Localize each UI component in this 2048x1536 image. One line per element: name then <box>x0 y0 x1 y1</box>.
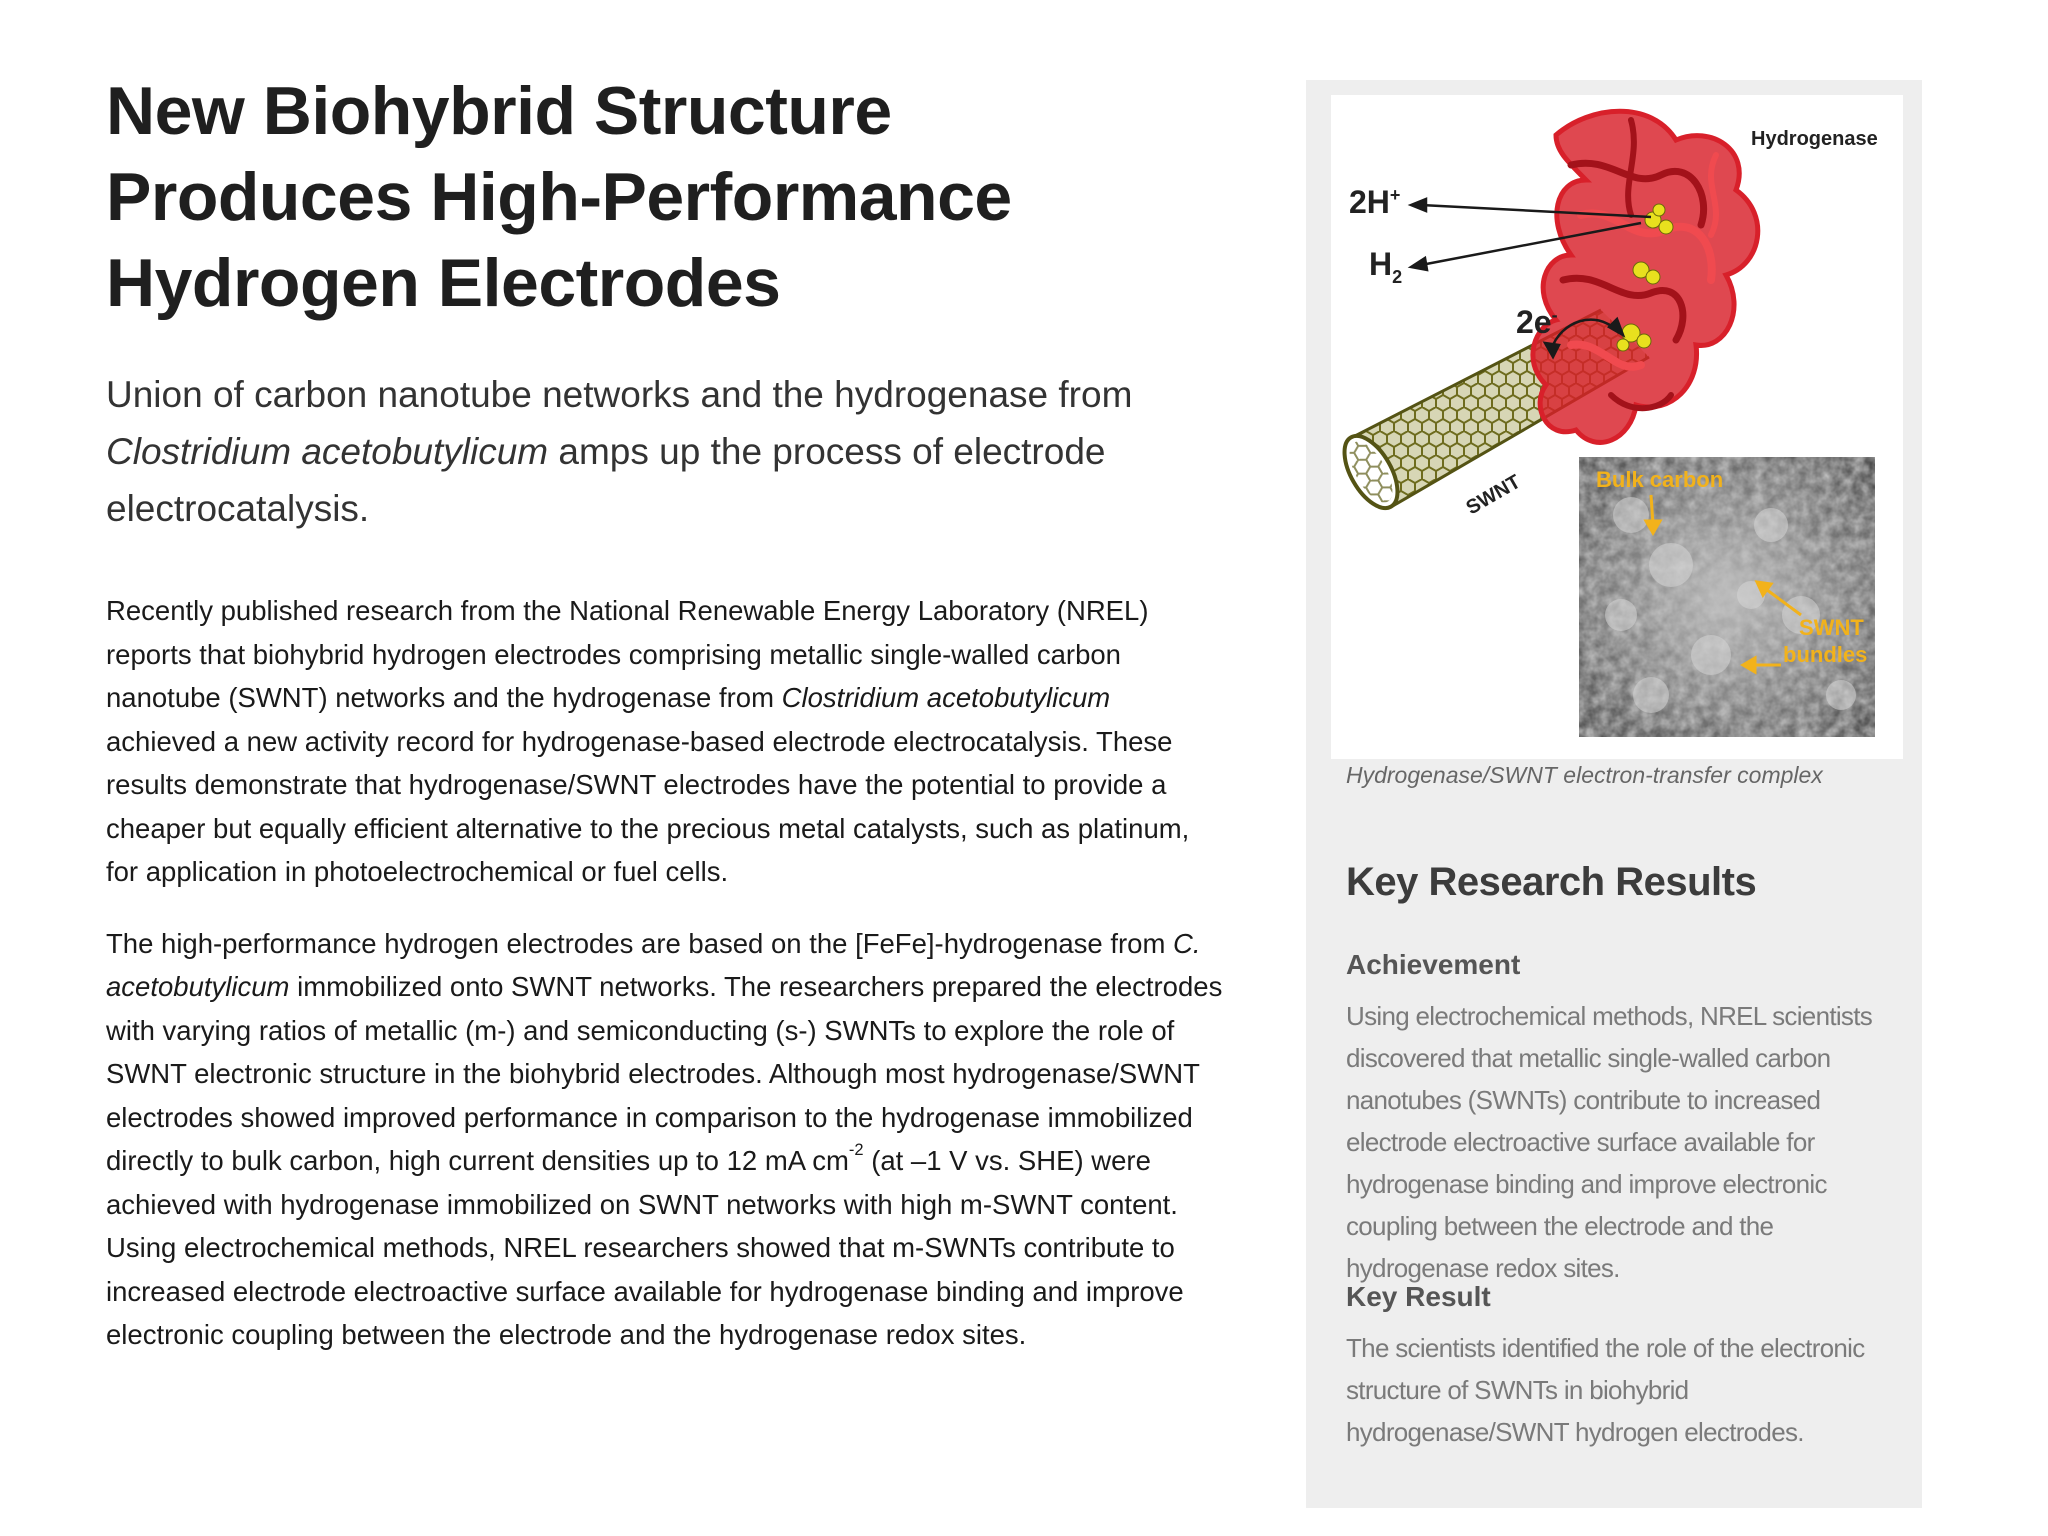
title-line-1: New Biohybrid Structure <box>106 73 892 149</box>
current-density-exponent: -2 <box>848 1141 864 1160</box>
achievement-heading: Achievement <box>1346 949 1521 980</box>
key-result-text: The scientists identified the role of the electronic structure of SWNTs in biohybrid hydrogenase/SWNT hydrogen electrodes. <box>1346 1333 1865 1447</box>
achievement-text: Using electrochemical methods, NREL scientists discovered that metallic single-walled carbon nanotubes (SWNTs) contribute to increased electrode electroactive surface available for hydrogenase binding and improve electronic coupling between the electrode and the hydrogenase redox sites. <box>1346 1001 1873 1283</box>
sidebar-title: Key Research Results <box>1346 860 1757 904</box>
article-title <box>106 68 1226 326</box>
key-result-heading: Key Result <box>1346 1281 1491 1312</box>
paragraph-2-organism: C. acetobutylicum <box>106 927 1201 1002</box>
article-subtitle <box>106 366 1226 537</box>
body-paragraph-1 <box>106 589 1226 894</box>
electron-label: 2e- <box>1516 304 1558 340</box>
proton-label: 2H+ <box>1349 184 1401 220</box>
subtitle-part-2: amps up the process of electrode electrocatalysis. <box>106 431 1106 529</box>
sem-micrograph-inset <box>1579 457 1875 737</box>
body-paragraph-2 <box>106 922 1226 1357</box>
paragraph-1-part-2: achieved a new activity record for hydrogenase-based electrode electrocatalysis. These results demonstrate that hydrogenase/SWNT electrodes have the potential to provide a cheaper but equally efficient alternative to the precious metal catalysts, such as platinum, for application in photoelectrochemical or fuel cells. <box>106 725 1190 887</box>
title-line-3: Hydrogen Electrodes <box>106 245 781 321</box>
swnt-label: SWNT <box>1462 470 1525 520</box>
paragraph-2-part-1: The high-performance hydrogen electrodes are based on the [FeFe]-hydrogenase from <box>106 927 1173 959</box>
subtitle-organism: Clostridium acetobutylicum <box>106 431 549 472</box>
figure-caption: Hydrogenase/SWNT electron-transfer complex <box>1346 762 1823 788</box>
key-results-sidebar <box>1306 80 1922 1508</box>
bulk-carbon-label: Bulk carbon <box>1596 467 1724 492</box>
paragraph-2-part-3: (at –1 V vs. SHE) were achieved with hydrogenase immobilized on SWNT networks with high m-SWNT content. Using electrochemical methods, NREL researchers showed that m-SWNTs contribute to increased electrode electroactive surface available for hydrogenase binding and improve electronic coupling between the electrode and the hydrogenase redox sites. <box>106 1145 1184 1350</box>
figure-image <box>1331 95 1903 759</box>
hydrogenase-swnt-illustration <box>1331 95 1903 759</box>
article-column <box>106 68 1226 1357</box>
hydrogen-label: $H_2$ <box>1369 246 1403 287</box>
swnt-bundles-label: SWNT bundles <box>1783 615 1868 667</box>
hydrogenase-label: Hydrogenase <box>1751 128 1878 150</box>
paragraph-1-part-1: Recently published research from the National Renewable Energy Laboratory (NREL) reports that biohybrid hydrogen electrodes comprising metallic single-walled carbon nanotube (SWNT) networks and the hydrogenase from <box>106 595 1149 713</box>
paragraph-1-organism: Clostridium acetobutylicum <box>781 682 1111 713</box>
paragraph-2-part-2: immobilized onto SWNT networks. The researchers prepared the electrodes with varying ratios of metallic (m-) and semiconducting (s-) SWNTs to explore the role of SWNT electronic structure in the biohybrid electrodes. Although most hydrogenase/SWNT electrodes showed improved performance in comparison to the hydrogenase immobilized directly to bulk carbon, high current densities up to 12 mA cm <box>106 971 1223 1176</box>
title-line-2: Produces High-Performance <box>106 159 1012 235</box>
subtitle-part-1: Union of carbon nanotube networks and the hydrogenase from <box>106 374 1133 415</box>
